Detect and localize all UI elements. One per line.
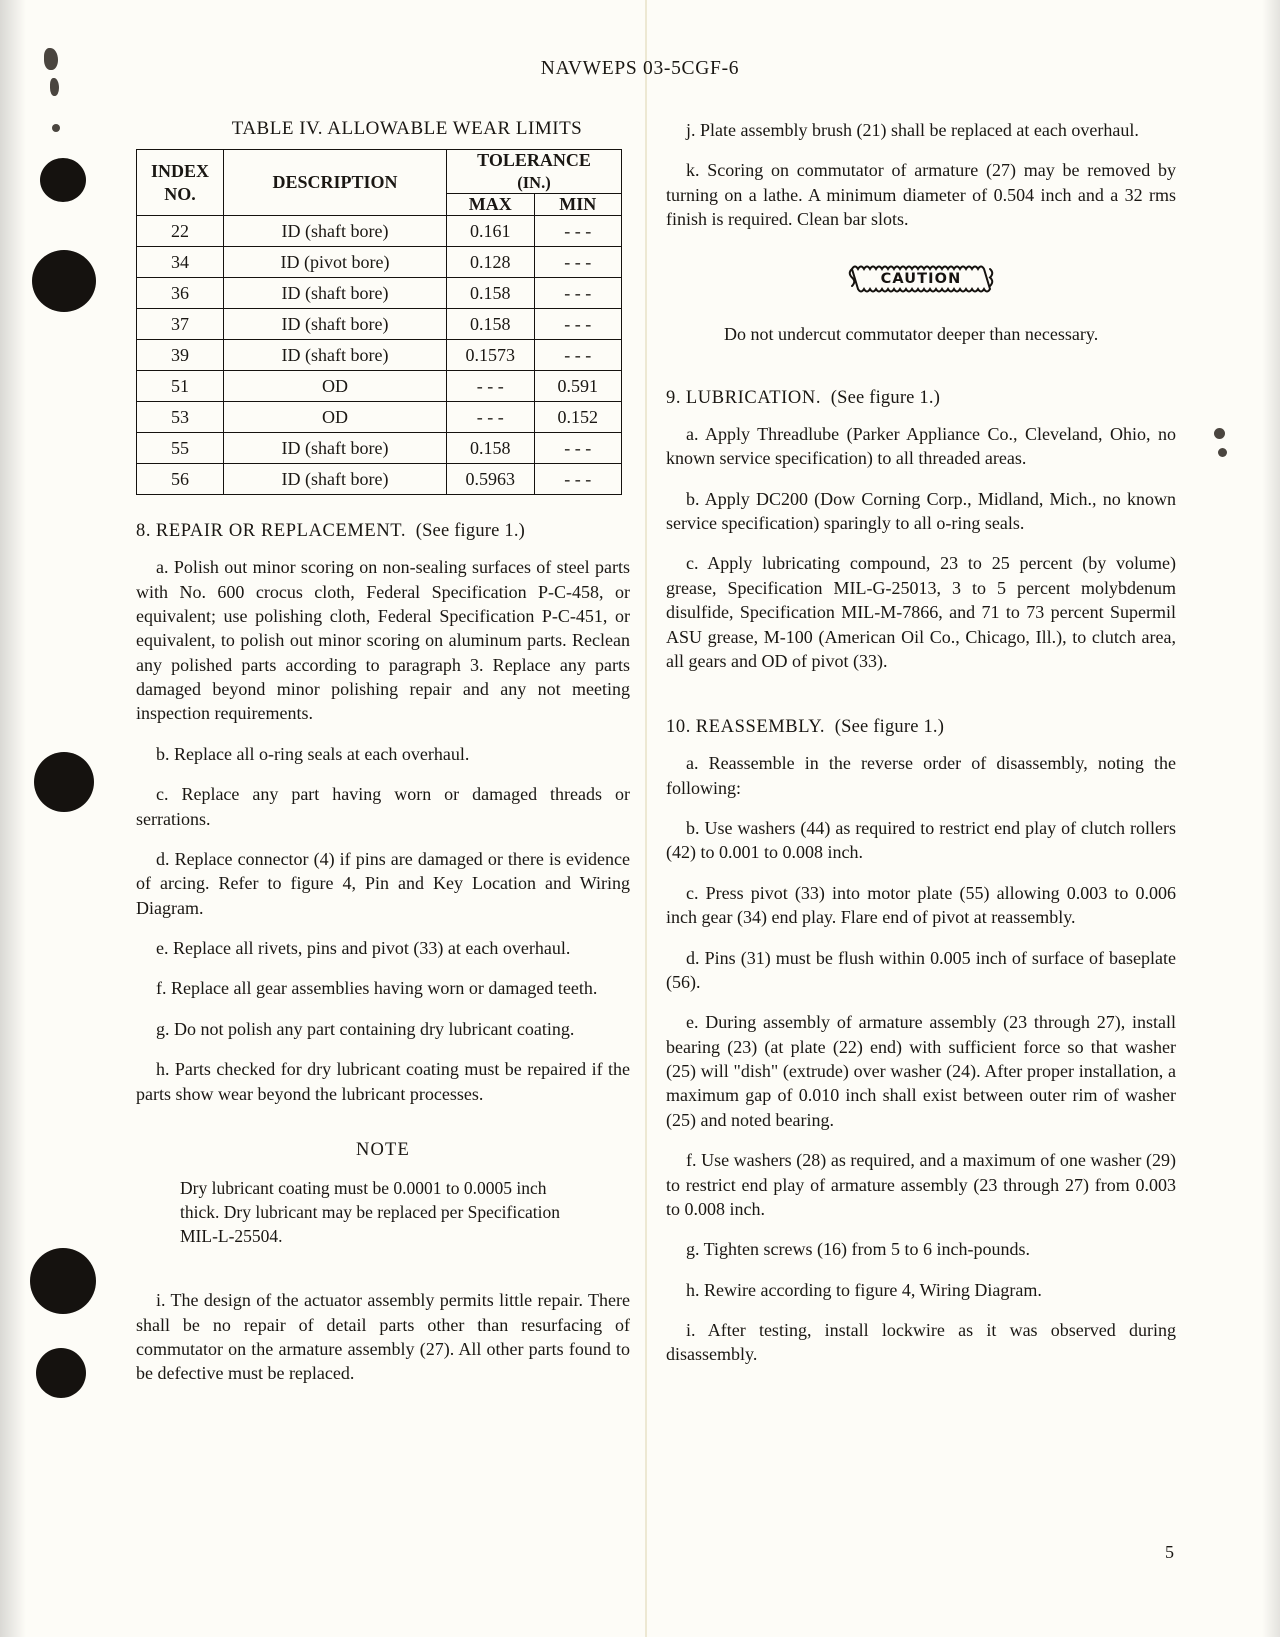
scan-speck <box>52 124 60 132</box>
cell-description: OD <box>224 371 447 402</box>
cell-index: 34 <box>137 247 224 278</box>
table-row <box>137 247 622 278</box>
column-header-index-line1: INDEX <box>150 161 209 182</box>
cell-min: - - - <box>534 216 622 247</box>
column-header-index <box>137 150 224 216</box>
section-8-heading <box>136 521 630 542</box>
caution-box <box>848 262 994 296</box>
cell-max: 0.158 <box>447 433 535 464</box>
cell-index: 53 <box>137 402 224 433</box>
binding-hole <box>36 1348 86 1398</box>
allowable-wear-limits-table <box>136 149 622 495</box>
section-8-paragraph-h: h. Parts checked for dry lubricant coating must be repaired if the parts show wear beyond the lubricant processes. <box>136 1059 630 1104</box>
binding-hole <box>34 752 94 812</box>
section-8-paragraph-g: g. Do not polish any part containing dry lubricant coating. <box>156 1018 575 1039</box>
note-heading: NOTE <box>355 1139 411 1160</box>
cell-max: 0.158 <box>447 309 535 340</box>
cell-min: - - - <box>534 340 622 371</box>
cell-description: ID (shaft bore) <box>224 340 447 371</box>
cell-description: ID (shaft bore) <box>224 216 447 247</box>
cell-max: 0.158 <box>447 278 535 309</box>
column-header-description: DESCRIPTION <box>224 150 447 216</box>
section-8-paragraph-e: e. Replace all rivets, pins and pivot (33) at each overhaul. <box>156 938 571 959</box>
section-8-paragraph-k: k. Scoring on commutator of armature (27) may be removed by turning on a lathe. A minimum diameter of 0.504 inch and a 32 rms finish is required. Clean bar slots. <box>666 160 1176 230</box>
cell-max: 0.5963 <box>447 464 535 495</box>
cell-index: 56 <box>137 464 224 495</box>
table-row <box>137 216 622 247</box>
section-8-paragraph-b: b. Replace all o-ring seals at each overhaul. <box>156 743 470 764</box>
spacer <box>136 1248 630 1288</box>
page-header: NAVWEPS 03-5CGF-6 <box>540 58 740 79</box>
scan-speck <box>1214 428 1225 439</box>
cell-index: 36 <box>137 278 224 309</box>
column-header-tolerance-label: TOLERANCE <box>477 150 591 170</box>
section-10-paragraph-d: d. Pins (31) must be flush within 0.005 inch of surface of baseplate (56). <box>666 947 1176 992</box>
column-header-tolerance <box>447 150 622 194</box>
binding-hole <box>32 250 96 312</box>
section-9-paragraph-c: c. Apply lubricating compound, 23 to 25 percent (by volume) grease, Specification MIL-G-25013, 3 to 5 percent molybdenum disulfide, Specification MIL-M-7866, and 71 to 73 percent Supermil ASU grease, M-100 (American Oil Co., Chicago, Ill.), to clutch area, all gears and OD of pivot (33). <box>666 553 1176 671</box>
two-column-body <box>136 118 1176 1386</box>
caution-block <box>666 262 1176 296</box>
table-row <box>137 402 622 433</box>
cell-max: - - - <box>447 371 535 402</box>
section-8-paragraph-c: c. Replace any part having worn or damaged threads or serrations. <box>136 784 630 829</box>
scan-speck <box>50 78 59 96</box>
cell-index: 22 <box>137 216 224 247</box>
left-column <box>136 118 630 1386</box>
cell-description: ID (shaft bore) <box>224 464 447 495</box>
section-10-paragraph-i: i. After testing, install lockwire as it was observed during disassembly. <box>666 1320 1176 1365</box>
table-row <box>137 433 622 464</box>
cell-description: OD <box>224 402 447 433</box>
binding-hole <box>40 158 86 202</box>
binding-hole <box>30 1248 96 1314</box>
section-10-paragraph-b: b. Use washers (44) as required to restrict end play of clutch rollers (42) to 0.001 to 0.008 inch. <box>666 818 1176 863</box>
section-10-number: 10. <box>666 717 691 738</box>
scan-edge-shadow-left <box>0 0 26 1637</box>
section-8-paragraph-i: i. The design of the actuator assembly permits little repair. There shall be no repair of detail parts other than resurfacing of commutator on the armature assembly (27). All other parts found to be defective must be replaced. <box>136 1290 630 1384</box>
cell-max: - - - <box>447 402 535 433</box>
cell-description: ID (pivot bore) <box>224 247 447 278</box>
column-header-max: MAX <box>447 194 535 216</box>
page-number: 5 <box>1165 1542 1174 1562</box>
cell-description: ID (shaft bore) <box>224 309 447 340</box>
cell-min: - - - <box>534 247 622 278</box>
section-8-paragraph-d: d. Replace connector (4) if pins are damaged or there is evidence of arcing. Refer to figure 4, Pin and Key Location and Wiring Diagram. <box>136 848 630 918</box>
table-row <box>137 340 622 371</box>
cell-min: - - - <box>534 464 622 495</box>
column-header-index-line2: NO. <box>164 183 196 204</box>
cell-index: 37 <box>137 309 224 340</box>
table-row <box>137 309 622 340</box>
table-row <box>137 371 622 402</box>
cell-min: 0.152 <box>534 402 622 433</box>
section-10-title: REASSEMBLY. <box>695 717 826 738</box>
cell-index: 51 <box>137 371 224 402</box>
right-column <box>666 118 1176 1386</box>
caution-label: CAUTION <box>880 270 962 287</box>
section-10-paragraph-a: a. Reassemble in the reverse order of disassembly, noting the following: <box>666 753 1176 798</box>
section-10-figure-ref: (See figure 1.) <box>834 717 945 738</box>
table-row <box>137 278 622 309</box>
section-9-title: LUBRICATION. <box>685 387 822 408</box>
table-row <box>137 464 622 495</box>
section-9-figure-ref: (See figure 1.) <box>830 387 941 408</box>
cell-index: 55 <box>137 433 224 464</box>
table-header-row <box>137 150 622 194</box>
cell-index: 39 <box>137 340 224 371</box>
section-8-paragraph-f: f. Replace all gear assemblies having worn or damaged teeth. <box>156 978 598 999</box>
scan-speck <box>1218 448 1227 457</box>
table-title: TABLE IV. ALLOWABLE WEAR LIMITS <box>231 118 583 139</box>
section-9-paragraph-a: a. Apply Threadlube (Parker Appliance Co., Cleveland, Ohio, no known service specification) to all threaded areas. <box>666 423 1176 469</box>
section-9-heading <box>666 388 1176 409</box>
section-10-paragraph-e: e. During assembly of armature assembly (23 through 27), install bearing (23) (at plate (22) end) with sufficient force so that washer (25) will "dish" (extrude) over washer (24). After proper installation, a maximum gap of 0.010 inch shall exist between outer rim of washer (25) and noted bearing. <box>666 1012 1176 1130</box>
section-8-title: REPAIR OR REPLACEMENT. <box>155 521 407 542</box>
caution-text: Do not undercut commutator deeper than necessary. <box>724 323 1099 344</box>
section-9-paragraph-b: b. Apply DC200 (Dow Corning Corp., Midland, Mich., no known service specification) sparingly to all o-ring seals. <box>666 488 1176 534</box>
cell-max: 0.128 <box>447 247 535 278</box>
scan-edge-shadow-right <box>1262 0 1280 1637</box>
cell-description: ID (shaft bore) <box>224 278 447 309</box>
section-9-number: 9. <box>666 387 682 408</box>
section-8-paragraph-j: j. Plate assembly brush (21) shall be replaced at each overhaul. <box>686 120 1139 140</box>
section-8-figure-ref: (See figure 1.) <box>415 521 526 542</box>
cell-min: - - - <box>534 309 622 340</box>
cell-min: - - - <box>534 278 622 309</box>
section-10-paragraph-g: g. Tighten screws (16) from 5 to 6 inch-pounds. <box>686 1239 1030 1260</box>
table-body <box>137 216 622 495</box>
cell-description: ID (shaft bore) <box>224 433 447 464</box>
note-body: Dry lubricant coating must be 0.0001 to 0.0005 inch thick. Dry lubricant may be replaced per Specification MIL-L-25504. <box>180 1177 560 1246</box>
cell-max: 0.161 <box>447 216 535 247</box>
cell-min: 0.591 <box>534 371 622 402</box>
column-header-min: MIN <box>534 194 622 216</box>
section-10-paragraph-h: h. Rewire according to figure 4, Wiring Diagram. <box>686 1279 1042 1300</box>
column-header-tolerance-units: (IN.) <box>517 172 551 192</box>
section-8-paragraph-a: a. Polish out minor scoring on non-sealing surfaces of steel parts with No. 600 crocus cloth, Federal Specification P-C-458, or equivalent; use polishing cloth, Federal Specification P-C-451, or equivalent, to polish out minor scoring on aluminum parts. Reclean any polished parts according to paragraph 3. Replace any parts damaged beyond minor polishing repair and any not meeting inspection requirements. <box>136 557 630 724</box>
cell-min: - - - <box>534 433 622 464</box>
section-10-paragraph-c: c. Press pivot (33) into motor plate (55) allowing 0.003 to 0.006 inch gear (34) end play. Flare end of pivot at reassembly. <box>666 882 1176 928</box>
section-8-number: 8. <box>136 521 152 542</box>
section-10-heading <box>666 717 1176 738</box>
cell-max: 0.1573 <box>447 340 535 371</box>
section-10-paragraph-f: f. Use washers (28) as required, and a maximum of one washer (29) to restrict end play of armature assembly (23 through 27) from 0.003 to 0.008 inch. <box>666 1150 1176 1219</box>
